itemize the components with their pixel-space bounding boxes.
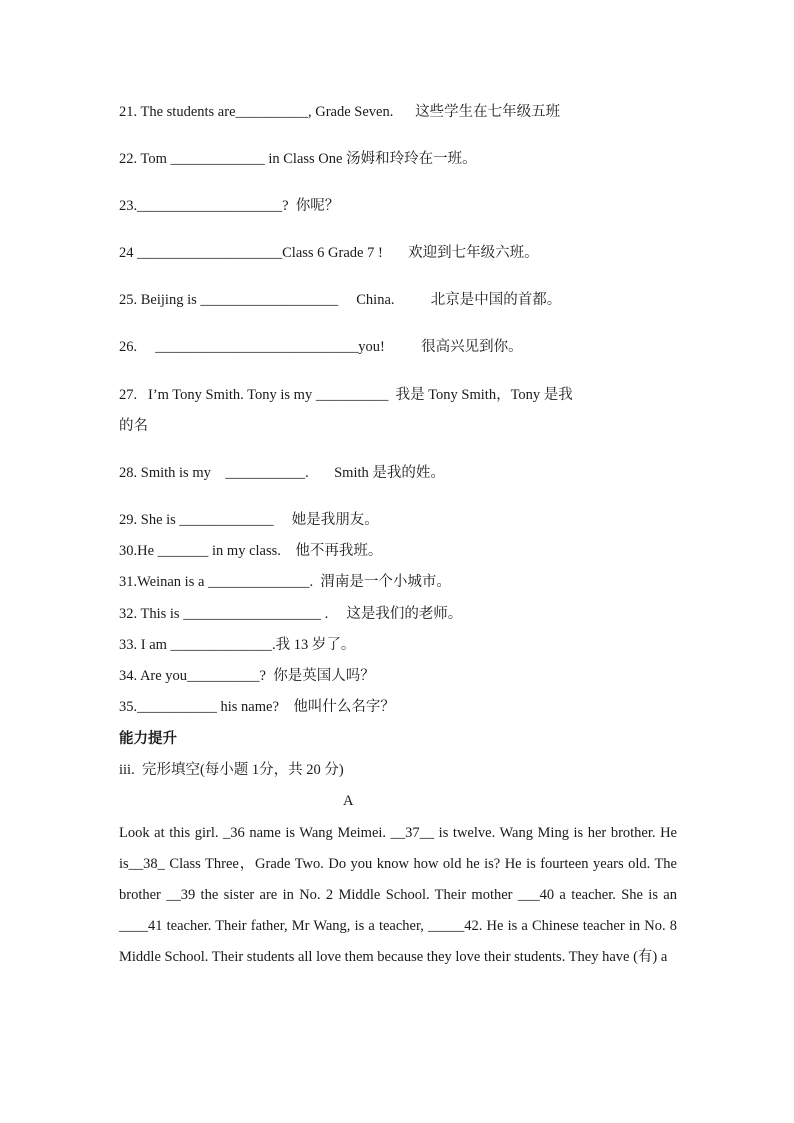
passage-label: A [343, 793, 354, 809]
question-27: 27. I’m Tony Smith. Tony is my __________ 我是 Tony Smith，Tony 是我 [119, 387, 573, 403]
question-32: 32. This is ___________________ . 这是我们的老师。 [119, 606, 463, 622]
question-21: 21. The students are__________, Grade Seven. 这些学生在七年级五班 [119, 104, 561, 120]
question-28: 28. Smith is my ___________. Smith 是我的姓。 [119, 465, 445, 481]
question-24: 24 ____________________Class 6 Grade 7 ! 欢迎到七年级六班。 [119, 245, 539, 261]
question-22: 22. Tom _____________ in Class One 汤姆和玲玲在一班。 [119, 151, 477, 167]
question-35: 35.___________ his name? 他叫什么名字？ [119, 699, 395, 715]
section-title: 能力提升 [119, 731, 177, 747]
question-25: 25. Beijing is ___________________ China. 北京是中国的首都。 [119, 292, 562, 308]
question-29: 29. She is _____________ 她是我朋友。 [119, 512, 379, 528]
cloze-passage: Look at this girl. _36 name is Wang Meimei. __37__ is twelve. Wang Ming is her brother. He is__38_ Class Three，Grade Two. Do you know how old he is? He is fourteen years old. The brother __39 the sister are in No. 2 Middle School. Their mother ___40 a teacher. She is an ____41 teacher. Their father, Mr Wang, is a teacher, _____42. He is a Chinese teacher in No. 8 Middle School. Their students all love them because they love their students. They have (有) a [119, 825, 677, 965]
question-23: 23.____________________? 你呢？ [119, 198, 340, 214]
question-31: 31.Weinan is a ______________. 渭南是一个小城市。 [119, 574, 451, 590]
question-34: 34. Are you__________? 你是英国人吗？ [119, 668, 375, 684]
section-subtitle: iii. 完形填空(每小题 1分，共 20 分) [119, 762, 344, 778]
question-26: 26. ____________________________you! 很高兴见到你。 [119, 339, 523, 355]
question-30: 30.He _______ in my class. 他不再我班。 [119, 543, 383, 559]
question-33: 33. I am ______________.我 13 岁了。 [119, 637, 356, 653]
question-27-continued: 的名 [119, 418, 148, 434]
